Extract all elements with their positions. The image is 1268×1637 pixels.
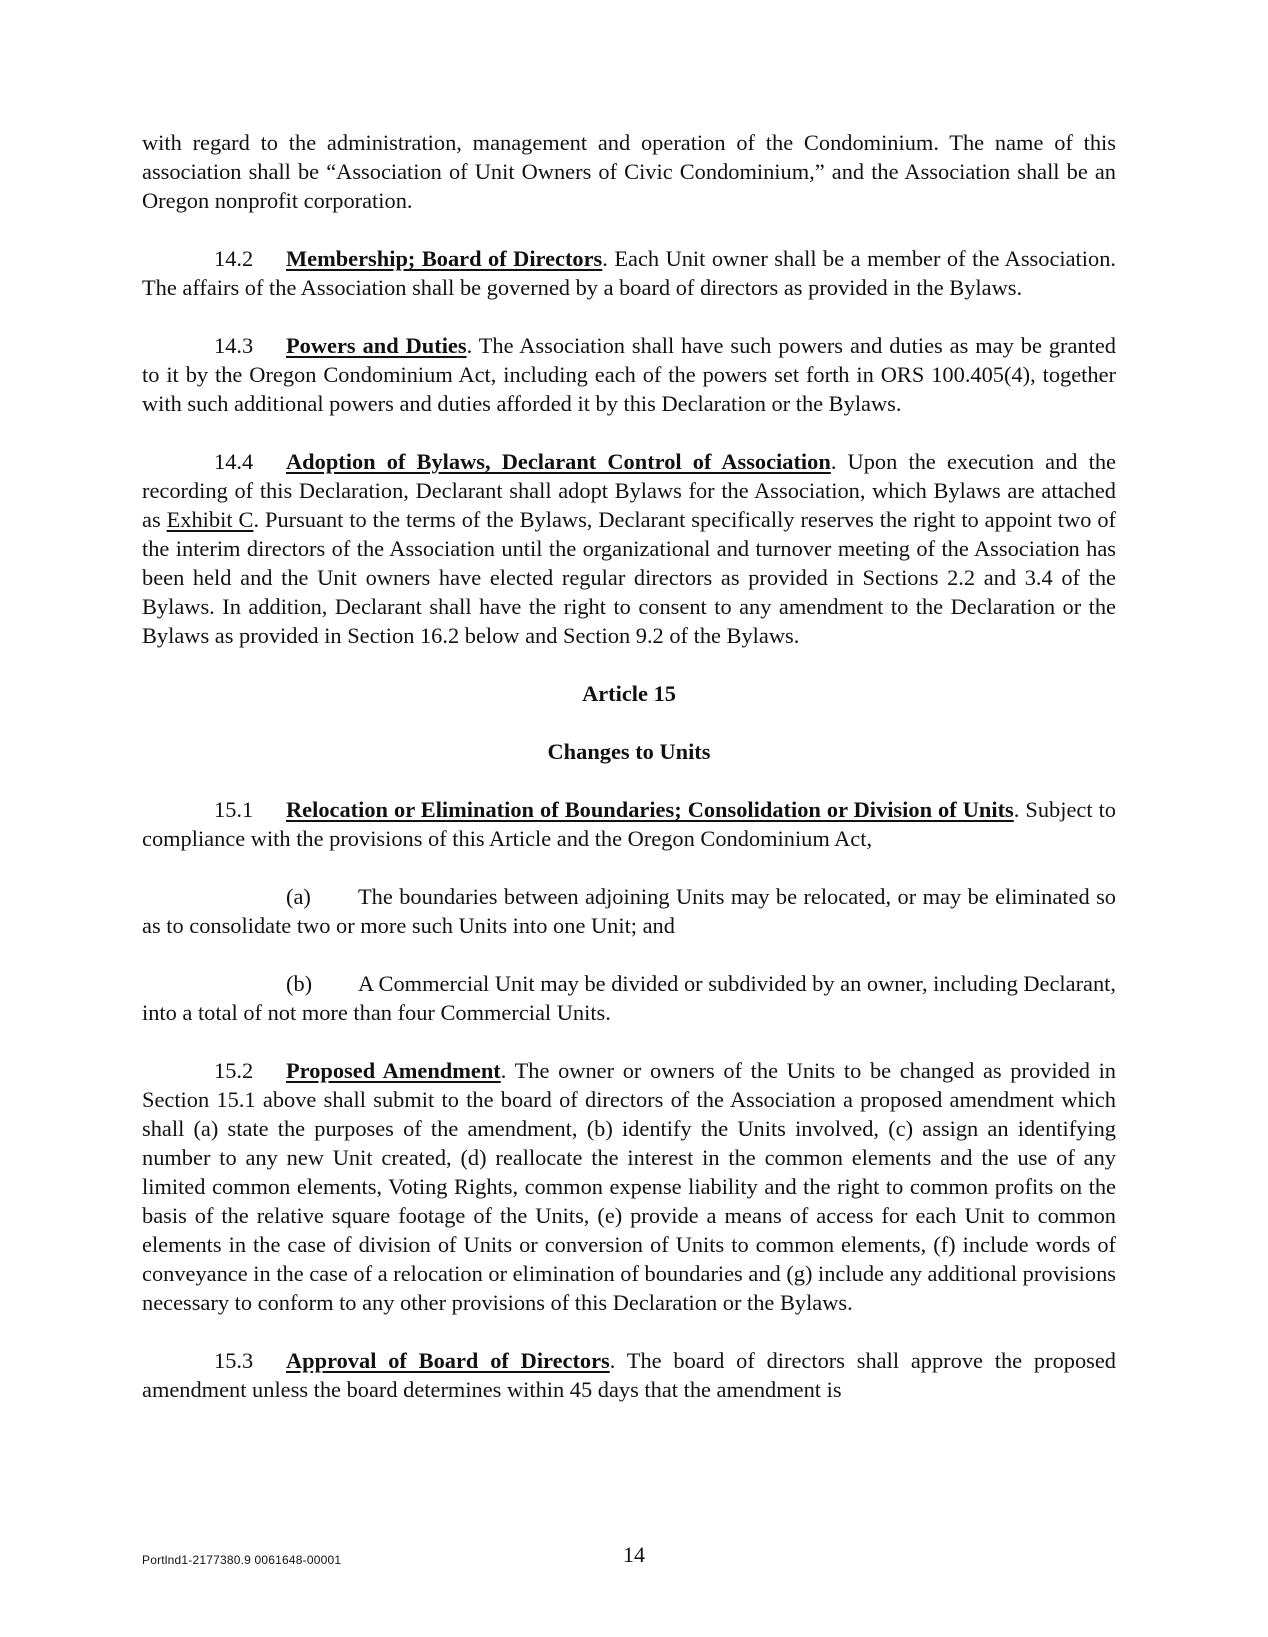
subitem-number: (a)	[286, 884, 311, 909]
section-number: 14.4	[214, 449, 254, 474]
footer-document-id: Portlnd1-2177380.9 0061648-00001	[142, 1553, 342, 1567]
section-number: 15.3	[214, 1348, 254, 1373]
section-number: 14.2	[214, 246, 254, 271]
section-text: . Pursuant to the terms of the Bylaws, Declarant specifically reserves the right to appoint two of the interim directors of the Association until the organizational and turnover meeting of the Association has been held and the Unit owners have elected regular directors as provided in Sections 2.2 and 3.4 of the Bylaws. In addition, Declarant shall have the right to consent to any amendment to the Declaration or the Bylaws as provided in Section 16.2 below and Section 9.2 of the Bylaws.	[142, 507, 1116, 648]
section-heading: Relocation or Elimination of Boundaries; Consolidation or Division of Units	[286, 797, 1014, 822]
section-15-3	[142, 1346, 1116, 1404]
article-label: Article 15	[582, 681, 676, 706]
section-15-1	[142, 795, 1116, 853]
footer-page-number: 14	[623, 1542, 645, 1567]
section-heading: Adoption of Bylaws, Declarant Control of Association	[286, 449, 831, 474]
section-text: . The board of directors shall approve the proposed amendment unless the board determines within 45 days that the amendment is	[142, 1348, 1117, 1402]
document-body	[142, 128, 1116, 1433]
section-heading: Approval of Board of Directors	[286, 1348, 610, 1373]
section-text: . The owner or owners of the Units to be changed as provided in Section 15.1 above shall submit to the board of directors of the Association a proposed amendment which shall (a) state the purposes of the amendment, (b) identify the Units involved, (c) assign an identifying number to any new Unit created, (d) reallocate the interest in the common elements and the use of any limited common elements, Voting Rights, common expense liability and the right to common profits on the basis of the relative square footage of the Units, (e) provide a means of access for each Unit to common elements in the case of division of Units or conversion of Units to common elements, (f) include words of conveyance in the case of a relocation or elimination of boundaries and (g) include any additional provisions necessary to conform to any other provisions of this Declaration or the Bylaws.	[142, 1058, 1116, 1315]
section-number: 15.2	[214, 1058, 254, 1083]
section-15-2	[142, 1056, 1116, 1317]
subitem-text: The boundaries between adjoining Units may be relocated, or may be eliminated so as to consolidate two or more such Units into one Unit; and	[142, 884, 1116, 938]
section-15-1-a	[142, 882, 1116, 940]
section-15-1-b	[142, 969, 1116, 1027]
section-number: 15.1	[214, 797, 254, 822]
section-number: 14.3	[214, 333, 254, 358]
exhibit-reference: Exhibit C	[166, 507, 254, 532]
section-heading: Powers and Duties	[286, 333, 467, 358]
section-text: . The Association shall have such powers and duties as may be granted to it by the Oregon Condominium Act, including each of the powers set forth in ORS 100.405(4), together with such additional powers and duties afforded it by this Declaration or the Bylaws.	[142, 333, 1116, 416]
section-text: . Each Unit owner shall be a member of the Association. The affairs of the Association shall be governed by a board of directors as provided in the Bylaws.	[142, 246, 1116, 300]
subitem-text: A Commercial Unit may be divided or subdivided by an owner, including Declarant, into a total of not more than four Commercial Units.	[142, 971, 1116, 1025]
section-heading: Proposed Amendment	[286, 1058, 501, 1083]
section-heading: Membership; Board of Directors	[286, 246, 603, 271]
article-title: Changes to Units	[547, 739, 711, 764]
section-14-3	[142, 331, 1116, 418]
subitem-number: (b)	[286, 971, 313, 996]
section-14-2	[142, 244, 1116, 302]
section-text: . Upon the execution and the recording of this Declaration, Declarant shall adopt Bylaws for the Association, which Bylaws are attached as	[142, 449, 1116, 532]
section-text: . Subject to compliance with the provisions of this Article and the Oregon Condominium Act,	[142, 797, 1116, 851]
paragraph-text: with regard to the administration, management and operation of the Condominium. The name of this association shall be “Association of Unit Owners of Civic Condominium,” and the Association shall be an Oregon nonprofit corporation.	[142, 130, 1116, 213]
paragraph-continuation	[142, 128, 1116, 215]
section-14-4	[142, 447, 1116, 650]
